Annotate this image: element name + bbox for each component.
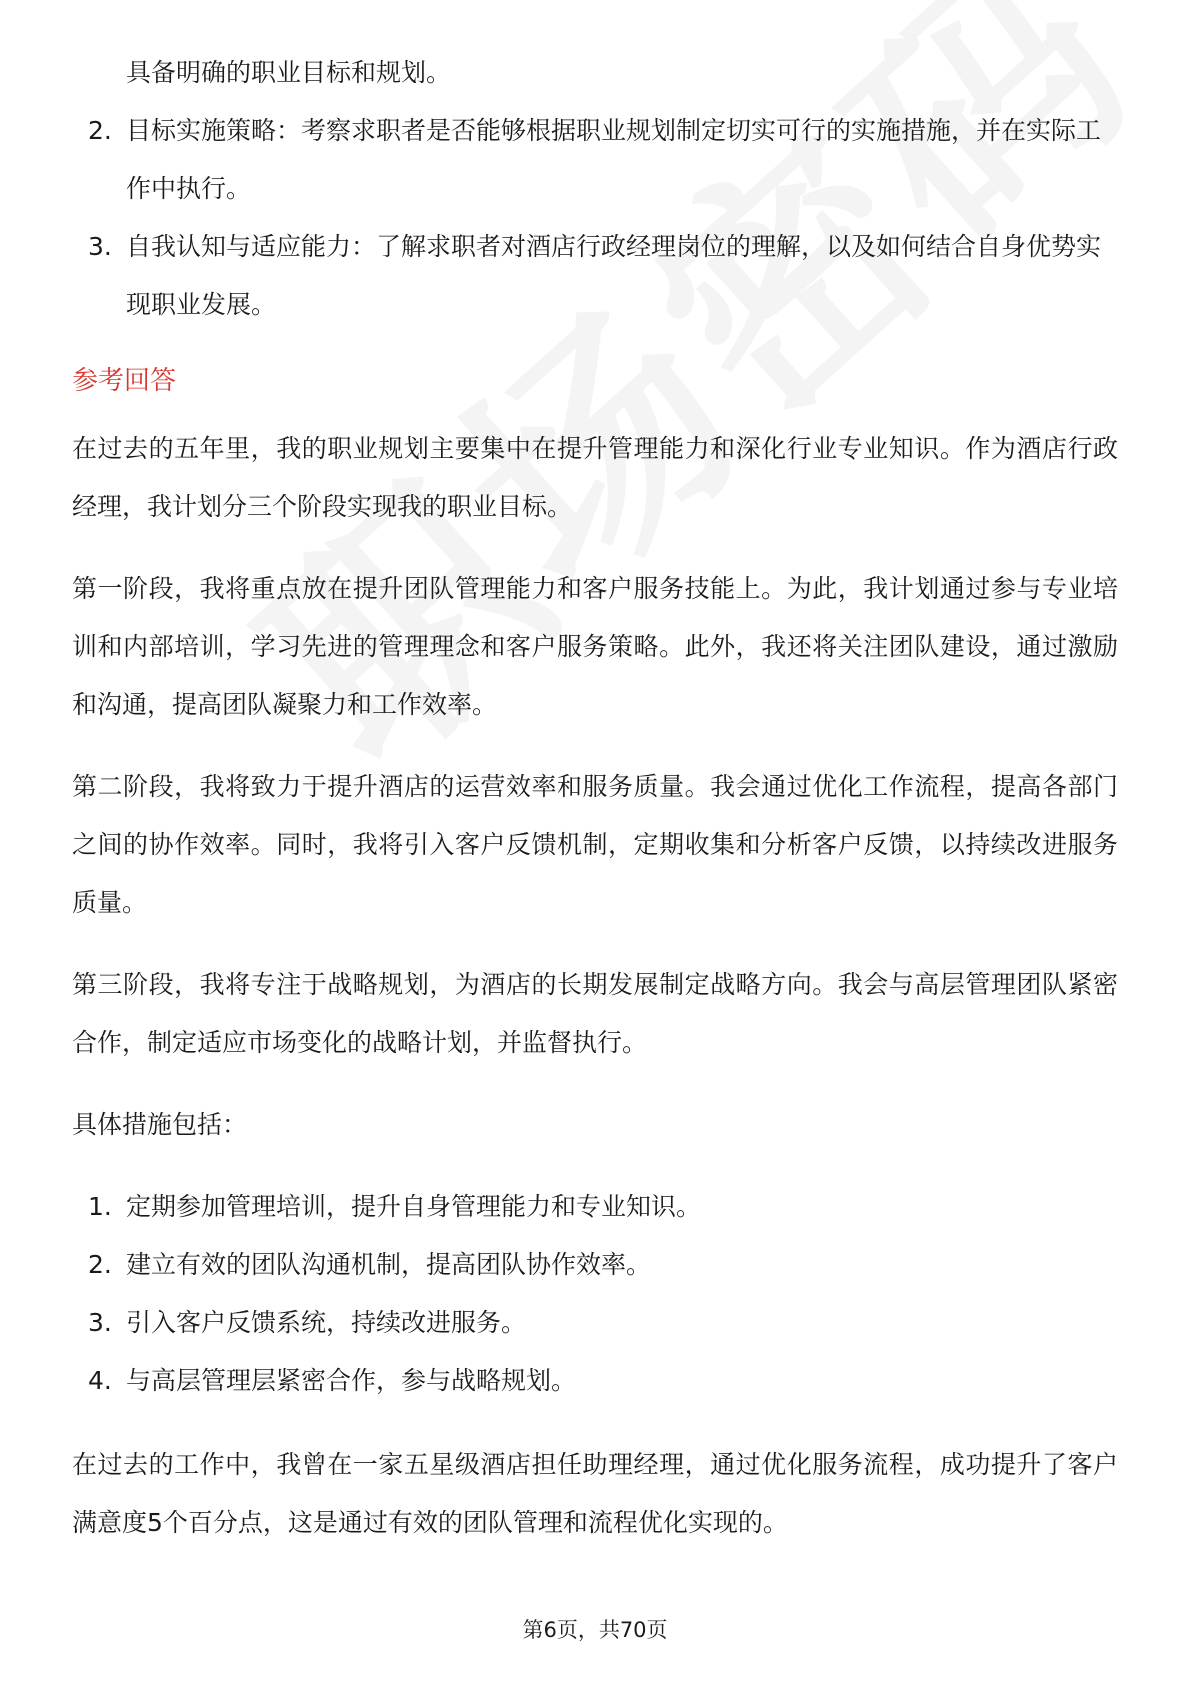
list-number: 3. (88, 1308, 112, 1337)
paragraph: 在过去的五年里，我的职业规划主要集中在提升管理能力和深化行业专业知识。作为酒店行政经理，我计划分三个阶段实现我的职业目标。 (72, 434, 1118, 521)
list-item (72, 218, 1118, 334)
list-item-text: 目标实施策略：考察求职者是否能够根据职业规划制定切实可行的实施措施，并在实际工作中执行。 (126, 116, 1102, 203)
list-item (72, 1352, 1118, 1410)
list-item-text: 建立有效的团队沟通机制，提高团队协作效率。 (126, 1250, 652, 1279)
list-item-text: 与高层管理层紧密合作，参与战略规划。 (126, 1366, 577, 1395)
closing-paragraph: 在过去的工作中，我曾在一家五星级酒店担任助理经理，通过优化服务流程，成功提升了客户满意度5个百分点，这是通过有效的团队管理和流程优化实现的。 (72, 1450, 1118, 1537)
list-item (72, 1178, 1118, 1236)
measures-list (72, 1178, 1118, 1410)
list-item (72, 102, 1118, 218)
list-item-text: 自我认知与适应能力：了解求职者对酒店行政经理岗位的理解，以及如何结合自身优势实现职业发展。 (126, 232, 1102, 319)
paragraph: 第三阶段，我将专注于战略规划，为酒店的长期发展制定战略方向。我会与高层管理团队紧密合作，制定适应市场变化的战略计划，并监督执行。 (72, 970, 1118, 1057)
page-number-footer: 第6页，共70页 (522, 1618, 668, 1642)
criteria-list (72, 44, 1118, 334)
list-item-text: 具备明确的职业目标和规划。 (126, 58, 452, 87)
list-item (72, 1236, 1118, 1294)
list-item-text: 引入客户反馈系统，持续改进服务。 (126, 1308, 527, 1337)
list-item (72, 1294, 1118, 1352)
list-number: 2. (88, 116, 112, 145)
list-item (72, 44, 1118, 102)
list-number: 1. (88, 1192, 112, 1221)
list-item-text: 定期参加管理培训，提升自身管理能力和专业知识。 (126, 1192, 702, 1221)
section-heading: 参考回答 (72, 366, 177, 396)
list-number: 3. (88, 232, 112, 261)
page-content (72, 44, 1118, 1576)
paragraph: 具体措施包括： (72, 1110, 248, 1139)
paragraph: 第二阶段，我将致力于提升酒店的运营效率和服务质量。我会通过优化工作流程，提高各部门之间的协作效率。同时，我将引入客户反馈机制，定期收集和分析客户反馈，以持续改进服务质量。 (72, 772, 1118, 917)
list-number: 2. (88, 1250, 112, 1279)
list-number: 4. (88, 1366, 112, 1395)
paragraph: 第一阶段，我将重点放在提升团队管理能力和客户服务技能上。为此，我计划通过参与专业培训和内部培训，学习先进的管理理念和客户服务策略。此外，我还将关注团队建设，通过激励和沟通，提高团队凝聚力和工作效率。 (72, 574, 1118, 719)
